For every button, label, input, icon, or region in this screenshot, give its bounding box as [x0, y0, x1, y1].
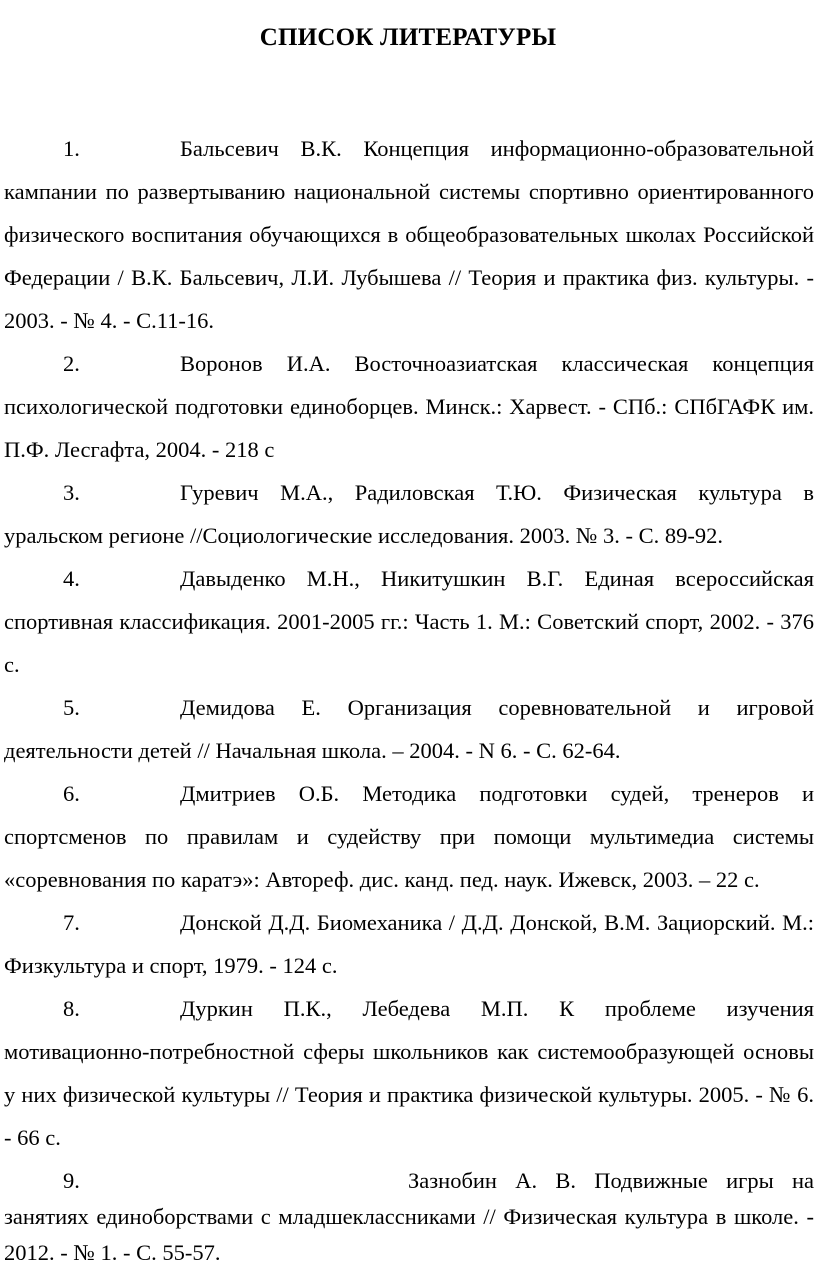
reference-list [4, 127, 814, 1271]
reference-number: 7. [63, 910, 80, 935]
reference-text: Дмитриев О.Б. Методика подготовки судей, тренеров и спортсменов по правилам и судейству при помощи мультимедиа системы «соревнования по каратэ»: Автореф. дис. канд. пед. наук. Ижевск, 2003. – 22 с. [4, 781, 814, 892]
reference-number: 4. [63, 566, 80, 591]
reference-item-9 [4, 1163, 814, 1271]
reference-item-5 [4, 686, 814, 772]
reference-item-4 [4, 557, 814, 686]
reference-text: Донской Д.Д. Биомеханика / Д.Д. Донской, В.М. Зациорский. М.: Физкультура и спорт, 1979. - 124 с. [4, 910, 814, 978]
reference-item-1 [4, 127, 814, 342]
reference-number: 2. [63, 351, 80, 376]
reference-number: 9. [63, 1168, 80, 1193]
reference-text: Давыденко М.Н., Никитушкин В.Г. Единая всероссийская спортивная классификация. 2001-2005 гг.: Часть 1. М.: Советский спорт, 2002. - 376 с. [4, 566, 814, 677]
reference-number: 5. [63, 695, 80, 720]
page-title: СПИСОК ЛИТЕРАТУРЫ [259, 24, 557, 51]
reference-item-8 [4, 987, 814, 1159]
reference-text: Демидова Е. Организация соревновательной и игровой деятельности детей // Начальная школа. – 2004. - N 6. - С. 62-64. [4, 695, 814, 763]
reference-item-6 [4, 772, 814, 901]
reference-item-2 [4, 342, 814, 471]
reference-number: 8. [63, 996, 80, 1021]
reference-text: Бальсевич В.К. Концепция информационно-образовательной кампании по развертыванию национальной системы спортивно ориентированного физического воспитания обучающихся в общеобразовательных школах Российской Федерации / В.К. Бальсевич, Л.И. Лубышева // Теория и практика физ. культуры. - 2003. - № 4. - С.11-16. [4, 136, 814, 333]
reference-text: Гуревич М.А., Радиловская Т.Ю. Физическая культура в уральском регионе //Социологические исследования. 2003. № 3. - С. 89-92. [4, 480, 814, 548]
reference-number: 1. [63, 136, 80, 161]
reference-item-7 [4, 901, 814, 987]
reference-text: Воронов И.А. Восточноазиатская классическая концепция психологической подготовки единоборцев. Минск.: Харвест. - СПб.: СПбГАФК им. П.Ф. Лесгафта, 2004. - 218 с [4, 351, 814, 462]
reference-item-3 [4, 471, 814, 557]
reference-number: 3. [63, 480, 80, 505]
reference-text: Зазнобин А. В. Подвижные игры на занятиях единоборствами с младшеклассниками // Физическая культура в школе. - 2012. - № 1. - С. 55-57. [4, 1168, 814, 1265]
reference-number: 6. [63, 781, 80, 806]
reference-text: Дуркин П.К., Лебедева М.П. К проблеме изучения мотивационно-потребностной сферы школьников как системообразующей основы у них физической культуры // Теория и практика физической культуры. 2005. - № 6. - 66 с. [4, 996, 814, 1150]
